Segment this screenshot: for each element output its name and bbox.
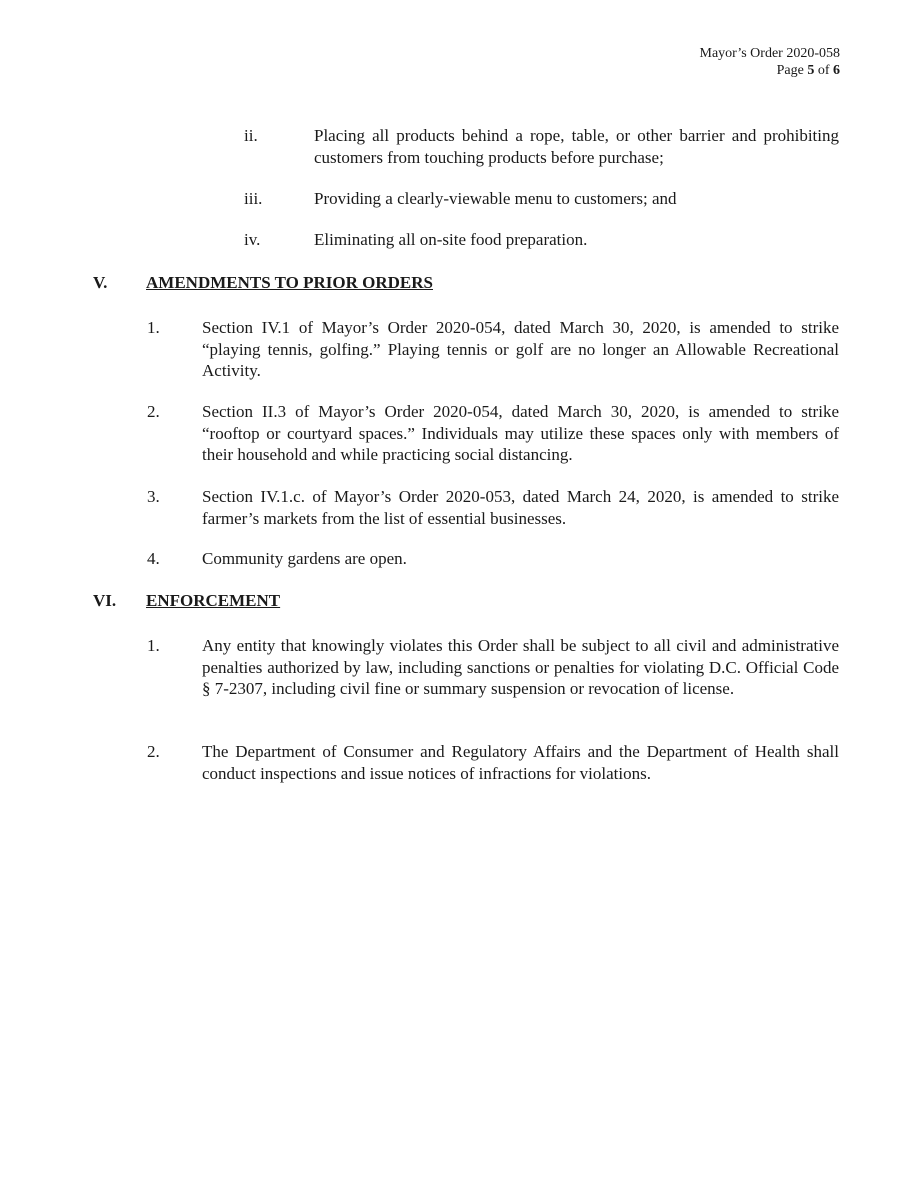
page-total: 6 xyxy=(833,63,840,78)
sub-item-iii xyxy=(244,188,839,210)
sub-item-text: Placing all products behind a rope, table, or other barrier and prohibiting customers from touching products before purchase; xyxy=(314,126,839,167)
order-number: Mayor’s Order 2020-058 xyxy=(699,46,840,61)
sub-item-number: ii. xyxy=(244,126,258,145)
amendment-item-4 xyxy=(147,548,839,570)
item-number: 2. xyxy=(147,402,160,421)
section-numeral: V. xyxy=(93,273,108,292)
item-text: Section IV.1.c. of Mayor’s Order 2020-053, dated March 24, 2020, is amended to strike farmer’s markets from the list of essential businesses. xyxy=(202,487,839,528)
item-text: Community gardens are open. xyxy=(202,549,407,568)
amendment-item-2 xyxy=(147,401,839,466)
item-number: 2. xyxy=(147,742,160,761)
item-number: 3. xyxy=(147,487,160,506)
item-text: The Department of Consumer and Regulatory Affairs and the Department of Health shall conduct inspections and issue notices of infractions for violations. xyxy=(202,742,839,783)
item-number: 4. xyxy=(147,549,160,568)
page-number xyxy=(700,62,841,79)
sub-item-number: iii. xyxy=(244,189,263,208)
amendment-item-1 xyxy=(147,317,839,382)
section-title: ENFORCEMENT xyxy=(146,591,281,610)
page-header xyxy=(700,45,841,79)
section-numeral: VI. xyxy=(93,591,117,610)
enforcement-item-2 xyxy=(147,741,839,784)
sub-item-ii xyxy=(244,125,839,169)
sub-item-text: Eliminating all on-site food preparation. xyxy=(314,230,588,249)
item-text: Any entity that knowingly violates this Order shall be subject to all civil and administrative penalties authorized by law, including sanctions or penalties for violating D.C. Official Code § 7-2307, including civil fine or summary suspension or revocation of license. xyxy=(202,636,839,698)
enforcement-item-1 xyxy=(147,635,839,700)
page-prefix: Page xyxy=(776,63,804,78)
sub-item-text: Providing a clearly-viewable menu to customers; and xyxy=(314,189,677,208)
section-title: AMENDMENTS TO PRIOR ORDERS xyxy=(146,273,433,292)
sub-item-number: iv. xyxy=(244,230,261,249)
item-number: 1. xyxy=(147,636,160,655)
sub-item-iv xyxy=(244,229,839,251)
item-text: Section IV.1 of Mayor’s Order 2020-054, dated March 30, 2020, is amended to strike “playing tennis, golfing.” Playing tennis or golf are no longer an Allowable Recreational Activity. xyxy=(202,318,839,380)
item-text: Section II.3 of Mayor’s Order 2020-054, dated March 30, 2020, is amended to strike “rooftop or courtyard spaces.” Individuals may utilize these spaces only with members of their household and while practicing social distancing. xyxy=(202,402,839,464)
item-number: 1. xyxy=(147,318,160,337)
amendment-item-3 xyxy=(147,486,839,529)
page-of: of xyxy=(817,63,830,78)
page-current: 5 xyxy=(807,63,815,78)
